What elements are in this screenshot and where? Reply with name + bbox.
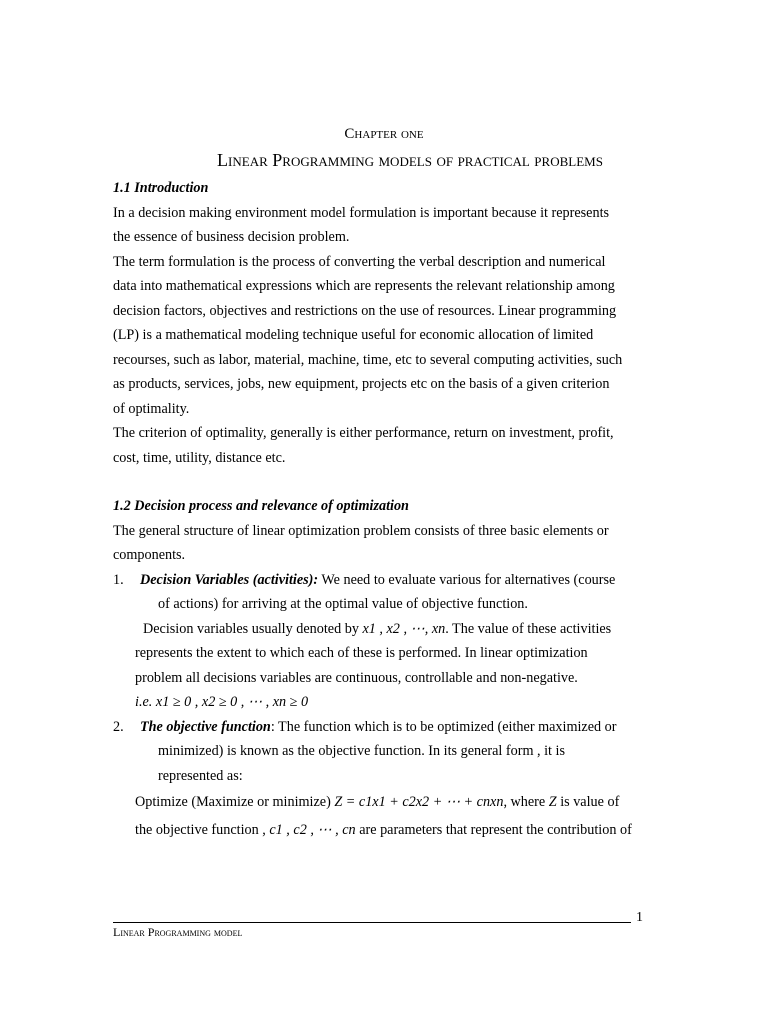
paragraph-line: as products, services, jobs, new equipment, projects etc on the basis of a given criterion <box>113 376 610 392</box>
text-fragment: Optimize (Maximize or minimize) <box>135 794 335 810</box>
paragraph-line: problem all decisions variables are continuous, controllable and non-negative. <box>135 669 578 686</box>
paragraph-line: In a decision making environment model formulation is important because it represents <box>113 204 610 221</box>
text-fragment: is value of <box>556 794 620 810</box>
list-item-objective-function <box>113 715 658 740</box>
section-heading-decision-process: 1.2 Decision process and relevance of optimization <box>113 498 409 514</box>
paragraph-line: recourses, such as labor, material, machine, time, etc to several computing activities, such <box>113 351 623 368</box>
text-fragment: , where <box>503 794 549 810</box>
list-number: 1. <box>113 571 124 588</box>
item-text: : The function which is to be optimized (either maximized or <box>270 718 617 735</box>
paragraph-line: of actions) for arriving at the optimal value of objective function. <box>158 596 528 612</box>
item-title: The objective function <box>140 718 271 735</box>
text-fragment: Decision variables usually denoted by <box>143 620 363 637</box>
footer-rule <box>113 922 631 923</box>
paragraph-line: The criterion of optimality, generally is either performance, return on investment, profit, <box>113 425 614 441</box>
paragraph-line <box>113 816 658 844</box>
math-z: Z <box>548 794 557 810</box>
paragraph-line <box>113 788 658 816</box>
math-objective-function: Z = c1x1 + c2x2 + ⋯ + cnxn <box>334 794 504 810</box>
paragraph-line: the essence of business decision problem. <box>113 229 350 245</box>
math-parameters: c1 , c2 , ⋯ , cn <box>269 822 356 838</box>
section-heading-introduction: 1.1 Introduction <box>113 180 209 196</box>
paragraph-line: (LP) is a mathematical modeling technique useful for economic allocation of limited <box>113 327 594 343</box>
paragraph-line: components. <box>113 547 186 563</box>
paragraph-line: data into mathematical expressions which are represents the relevant relationship among <box>113 278 615 294</box>
paragraph-line: represents the extent to which each of these is performed. In linear optimization <box>135 645 588 661</box>
paragraph-line: The general structure of linear optimization problem consists of three basic elements or <box>113 522 609 539</box>
paragraph-line: of optimality. <box>113 400 190 417</box>
list-item-decision-variables <box>113 568 658 593</box>
paragraph-line <box>113 690 658 715</box>
page-number: 1 <box>636 910 643 925</box>
paragraph-line: cost, time, utility, distance etc. <box>113 449 286 466</box>
chapter-label: Chapter one <box>344 126 424 142</box>
paragraph-line: represented as: <box>158 767 243 784</box>
item-text: We need to evaluate various for alternatives (course <box>318 571 616 588</box>
list-number: 2. <box>113 718 124 735</box>
text-fragment: are parameters that represent the contribution of <box>355 822 632 838</box>
math-nonnegativity: x1 ≥ 0 , x2 ≥ 0 , ⋯ , xn ≥ 0 <box>155 694 309 710</box>
section-decision-process <box>113 494 658 844</box>
section-introduction <box>113 176 658 470</box>
item-title: Decision Variables (activities): <box>140 571 319 588</box>
paragraph-line <box>113 617 658 642</box>
ie-label: i.e. <box>135 694 153 710</box>
chapter-title: Linear Programming models of practical problems <box>217 150 603 170</box>
paragraph-line: minimized) is known as the objective function. In its general form , it is <box>158 743 566 759</box>
text-fragment: . The value of these activities <box>445 620 612 637</box>
paragraph-line: The term formulation is the process of converting the verbal description and numerical <box>113 253 606 270</box>
math-decision-variables: x1 , x2 , ⋯, xn <box>362 620 446 637</box>
footer-running-title: Linear Programming model <box>113 925 243 939</box>
paragraph-line: decision factors, objectives and restrictions on the use of resources. Linear programming <box>113 302 617 319</box>
text-fragment: the objective function , <box>135 822 270 838</box>
